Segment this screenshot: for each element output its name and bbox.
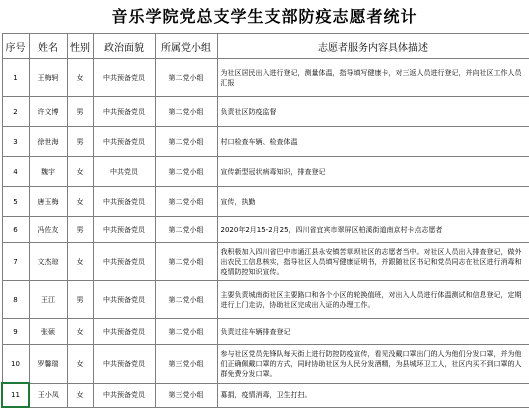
cell-sex[interactable]: 女 — [67, 157, 93, 187]
cell-desc[interactable]: 村口检查车辆、检查体温 — [217, 127, 529, 157]
table-row — [2, 383, 529, 407]
cell-political[interactable]: 中共预备党员 — [93, 127, 155, 157]
table-row — [2, 217, 529, 243]
cell-name[interactable]: 徐世海 — [29, 127, 67, 157]
cell-name[interactable]: 王江 — [29, 281, 67, 319]
cell-name[interactable]: 许文博 — [29, 97, 67, 127]
table-row — [2, 59, 529, 97]
cell-name[interactable]: 王梅轲 — [29, 59, 67, 97]
table-row — [2, 319, 529, 345]
cell-political[interactable]: 中共党员 — [93, 157, 155, 187]
table-row — [2, 281, 529, 319]
cell-name[interactable]: 罗馨瑞 — [29, 345, 67, 384]
cell-desc[interactable]: 宣传新型冠状病毒知识，排查登记 — [217, 157, 529, 187]
cell-group[interactable]: 第二党小组 — [155, 319, 217, 345]
cell-name[interactable]: 魏宇 — [29, 157, 67, 187]
table-row — [2, 127, 529, 157]
cell-sex[interactable]: 女 — [67, 59, 93, 97]
cell-sex[interactable]: 男 — [67, 127, 93, 157]
cell-group[interactable]: 第三党小组 — [155, 383, 217, 407]
cell-name[interactable]: 张硕 — [29, 319, 67, 345]
cell-group[interactable]: 第二党小组 — [155, 281, 217, 319]
cell-desc[interactable]: 负责过往车辆排查登记 — [217, 319, 529, 345]
cell-no[interactable]: 5 — [2, 187, 29, 217]
header-row — [2, 34, 529, 59]
cell-group[interactable]: 第二党小组 — [155, 127, 217, 157]
table-row — [2, 97, 529, 127]
cell-sex[interactable]: 女 — [67, 243, 93, 281]
cell-no[interactable]: 8 — [2, 281, 29, 319]
cell-name[interactable]: 冯佐友 — [29, 217, 67, 243]
cell-no[interactable]: 1 — [2, 59, 29, 97]
cell-no[interactable]: 2 — [2, 97, 29, 127]
cell-sex[interactable]: 男 — [67, 97, 93, 127]
cell-no[interactable]: 7 — [2, 243, 29, 281]
table-row — [2, 345, 529, 384]
table-row — [2, 243, 529, 281]
cell-group[interactable]: 第二党小组 — [155, 187, 217, 217]
cell-sex[interactable]: 男 — [67, 217, 93, 243]
cell-political[interactable]: 中共预备党员 — [93, 97, 155, 127]
cell-political[interactable]: 中共预备党员 — [93, 187, 155, 217]
table-row — [2, 157, 529, 187]
cell-sex[interactable]: 女 — [67, 187, 93, 217]
header-sex[interactable]: 性别 — [67, 34, 93, 59]
cell-desc[interactable]: 2020年2月15-2月25，四川省宜宾市翠屏区柏溪街道南京村卡点志愿者 — [217, 217, 529, 243]
cell-group[interactable]: 第二党小组 — [155, 157, 217, 187]
table-row — [2, 187, 529, 217]
cell-no[interactable]: 4 — [2, 157, 29, 187]
cell-political[interactable]: 中共预备党员 — [93, 345, 155, 384]
cell-political[interactable]: 中共预备党员 — [93, 243, 155, 281]
header-desc[interactable]: 志愿者服务内容具体描述 — [217, 34, 529, 59]
cell-desc[interactable]: 主要负责城南街社区主要路口和各个小区的轮换值班，对出入人员进行体温测试和信息登记，定期进行上门走访，协助社区完成出入证的办理工作。 — [217, 281, 529, 319]
cell-name[interactable]: 王小凤 — [29, 383, 67, 407]
cell-no[interactable]: 6 — [2, 217, 29, 243]
cell-desc[interactable]: 参与社区党员先锋队每天街上进行防控防疫宣传，看见没戴口罩出门的人为他们分发口罩，并为他们正确佩戴口罩的方式，同时协助社区为人民分发酒精，为县城环卫工人，社区内买不到口罩的人群免费分发口罩。 — [217, 345, 529, 384]
cell-political[interactable]: 中共预备党员 — [93, 383, 155, 407]
cell-group[interactable]: 第二党小组 — [155, 59, 217, 97]
cell-group[interactable]: 第二党小组 — [155, 97, 217, 127]
header-political[interactable]: 政治面貌 — [93, 34, 155, 59]
cell-desc[interactable]: 为社区居民出入进行登记，测量体温，指导填写健康卡，对三返人员进行登记，并向社区工作人员汇报 — [217, 59, 529, 97]
sheet-title: 音乐学院党总支学生支部防疫志愿者统计 — [0, 0, 529, 33]
cell-no[interactable]: 9 — [2, 319, 29, 345]
header-name[interactable]: 姓名 — [29, 34, 67, 59]
volunteer-table — [1, 33, 529, 408]
cell-name[interactable]: 文杰琼 — [29, 243, 67, 281]
header-group[interactable]: 所属党小组 — [155, 34, 217, 59]
cell-no-selected[interactable]: 11 — [2, 383, 29, 407]
cell-no[interactable]: 3 — [2, 127, 29, 157]
cell-no[interactable]: 10 — [2, 345, 29, 384]
cell-political[interactable]: 中共预备党员 — [93, 217, 155, 243]
cell-desc[interactable]: 我积极加入四川省巴中市通江县永安镇苦草坝社区的志愿者当中。对社区人员出入排查登记，做外出农民工信息核实，指导社区人员填写健康证明书，并跟随社区书记和党员同志在社区进行消毒和疫情防控知识宣传。 — [217, 243, 529, 281]
cell-desc[interactable]: 募捐，疫情消毒，卫生打扫。 — [217, 383, 529, 407]
cell-group[interactable]: 第二党小组 — [155, 243, 217, 281]
cell-political[interactable]: 中共预备党员 — [93, 59, 155, 97]
cell-sex[interactable]: 女 — [67, 383, 93, 407]
cell-sex[interactable]: 女 — [67, 345, 93, 384]
header-no[interactable]: 序号 — [2, 34, 29, 59]
cell-political[interactable]: 中共预备党员 — [93, 281, 155, 319]
cell-political[interactable]: 中共预备党员 — [93, 319, 155, 345]
cell-name[interactable]: 唐玉梅 — [29, 187, 67, 217]
cell-desc[interactable]: 负责社区防疫监督 — [217, 97, 529, 127]
cell-desc[interactable]: 宣传，执勤 — [217, 187, 529, 217]
cell-sex[interactable]: 男 — [67, 281, 93, 319]
cell-sex[interactable]: 女 — [67, 319, 93, 345]
cell-group[interactable]: 第三党小组 — [155, 345, 217, 384]
cell-group[interactable]: 第二党小组 — [155, 217, 217, 243]
